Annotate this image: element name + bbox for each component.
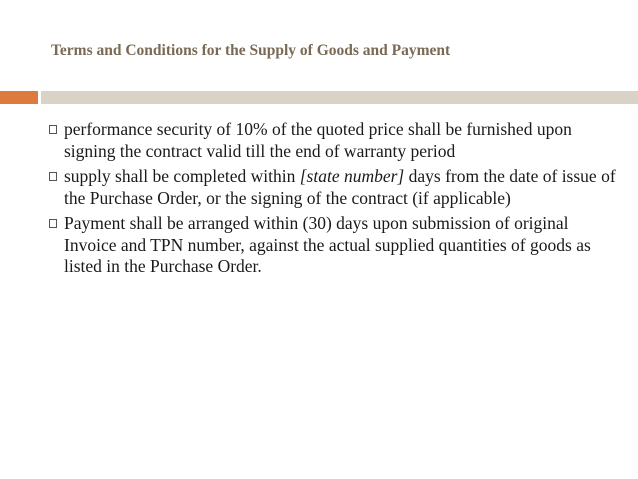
accent-bar-orange bbox=[0, 91, 38, 104]
bullet-placeholder-text: [state number] bbox=[299, 166, 405, 186]
bullet-item bbox=[46, 166, 616, 209]
bullet-text: Payment shall be arranged within (30) days upon submission of original Invoice and TPN number, against the actual supplied quantities of goods as listed in the Purchase Order. bbox=[64, 213, 591, 276]
square-bullet-icon bbox=[49, 219, 57, 228]
bullet-list bbox=[46, 119, 616, 282]
slide-title: Terms and Conditions for the Supply of Goods and Payment bbox=[51, 42, 451, 59]
square-bullet-icon bbox=[49, 172, 57, 181]
bullet-text-end: days from the date of issue of the Purchase Order, or the signing of the contract (if applicable) bbox=[64, 166, 616, 208]
bullet-text-start: supply shall be completed within bbox=[64, 166, 300, 186]
bullet-item bbox=[46, 119, 616, 162]
bullet-item bbox=[46, 213, 616, 278]
bullet-text: performance security of 10% of the quoted price shall be furnished upon signing the contract valid till the end of warranty period bbox=[64, 119, 572, 161]
accent-bar-beige bbox=[41, 91, 638, 104]
square-bullet-icon bbox=[49, 125, 57, 134]
